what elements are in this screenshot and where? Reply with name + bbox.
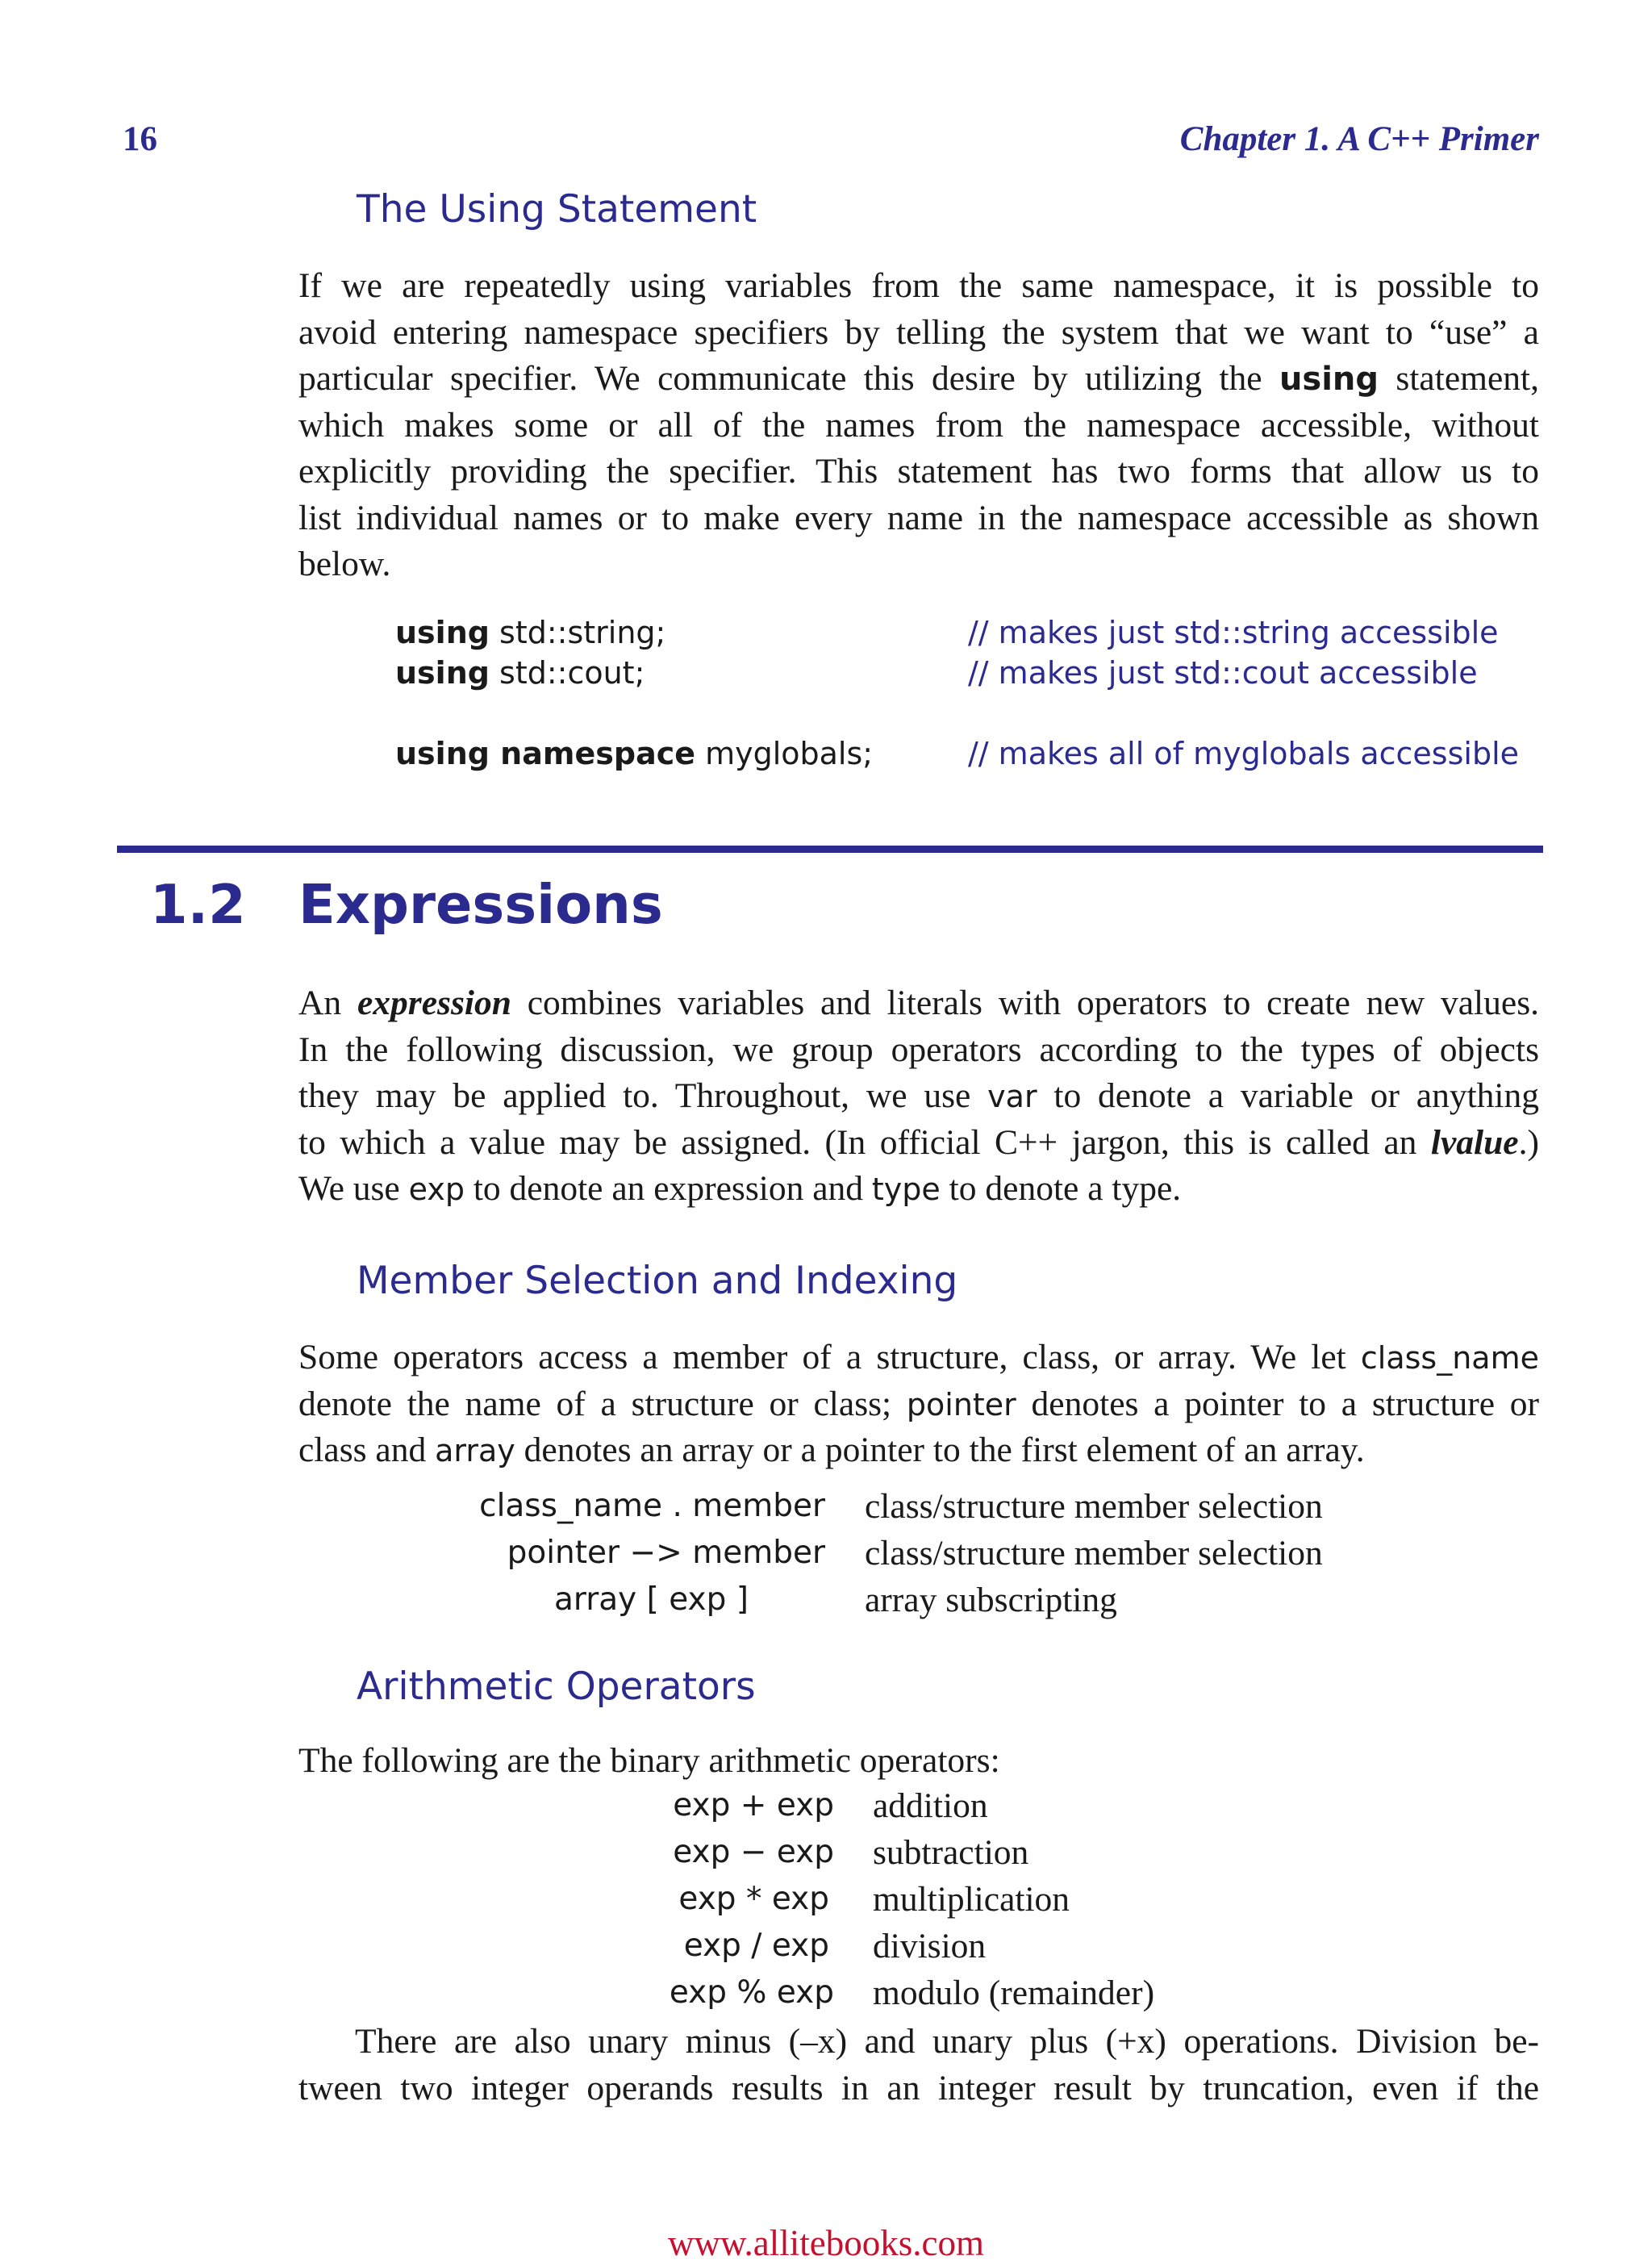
subsection-title-member: Member Selection and Indexing [357,1259,958,1303]
code-line [395,736,873,771]
text-line: avoid entering namespace specifiers by telling the system that we want to “use” a [298,312,1539,352]
expressions-paragraph [298,980,1539,1213]
section-title: Expressions [298,873,663,936]
table-expr: exp * exp [678,1881,829,1917]
table-expr: pointer −> member [507,1535,825,1571]
code-keyword: using [395,655,490,691]
table-expr: exp − exp [673,1834,834,1870]
footer-link[interactable]: www.allitebooks.com [667,2223,984,2263]
text-line: If we are repeatedly using variables from the same namespace, it is possible to [298,266,1539,305]
running-head: Chapter 1. A C++ Primer [1179,120,1539,158]
term-emphasis: lvalue [1430,1122,1519,1162]
table-expr: class_name . member [479,1488,825,1524]
text-line: tween two integer operands results in an integer result by truncation, even if the [298,2068,1539,2107]
text-line: An expression combines variables and literals with operators to create new values. [298,984,1540,1022]
text-line: they may be applied to. Throughout, we use var to denote a variable or anything [298,1076,1540,1115]
table-expr: exp / exp [683,1928,829,1964]
code-line [395,655,645,691]
member-paragraph [298,1335,1539,1474]
text-line: class and array denotes an array or a pointer to the first element of an array. [298,1431,1365,1469]
table-desc: division [873,1927,987,1965]
page-number: 16 [123,120,157,158]
code-comment: // makes all of myglobals accessible [968,736,1520,771]
text-line: particular specifier. We communicate this desire by utilizing the using statement, [298,359,1539,398]
inline-term: var [987,1079,1037,1114]
inline-term: class_name [1360,1340,1539,1376]
inline-keyword: using [1279,361,1379,398]
table-desc: modulo (remainder) [873,1974,1155,2012]
arith-paragraph [298,2019,1539,2112]
text-line: We use exp to denote an expression and type to denote a type. [298,1169,1182,1208]
code-text: std::cout; [489,655,645,691]
text-line: to which a value may be assigned. (In official C++ jargon, this is called an lvalue.) [298,1122,1539,1162]
table-expr: array [ exp ] [553,1581,749,1618]
text-line: which makes some or all of the names from the namespace accessible, without [298,405,1539,445]
section-rule [117,846,1543,853]
table-desc: array subscripting [865,1581,1117,1619]
table-desc: subtraction [873,1833,1029,1872]
text-line: explicitly providing the specifier. This statement has two forms that allow us to [298,452,1539,491]
text-line: below. [298,545,391,583]
code-text: std::string; [489,615,666,650]
section-number: 1.2 [150,873,246,936]
subsection-title-using: The Using Statement [357,187,757,232]
using-paragraph [298,263,1539,588]
inline-term: pointer [906,1386,1016,1422]
inline-term: exp [408,1172,465,1207]
inline-term: array [435,1433,515,1468]
table-desc: addition [873,1786,988,1825]
text-line: In the following discussion, we group operators according to the types of objects [298,1030,1539,1069]
table-expr: exp % exp [669,1974,834,2011]
code-comment: // makes just std::string accessible [968,615,1499,650]
code-keyword: using [395,615,490,650]
table-desc: class/structure member selection [865,1487,1323,1526]
text-line: denote the name of a structure or class; pointer denotes a pointer to a structure or [298,1384,1540,1423]
code-keyword: using namespace [395,736,696,771]
code-text: myglobals; [695,736,874,771]
code-comment: // makes just std::cout accessible [968,655,1478,691]
table-desc: class/structure member selection [865,1534,1323,1573]
code-line [395,615,665,650]
text-line: list individual names or to make every name in the namespace accessible as shown [298,498,1539,537]
table-expr: exp + exp [673,1787,834,1823]
subsection-title-arith: Arithmetic Operators [357,1665,756,1709]
text-line: There are also unary minus (–x) and unary plus (+x) operations. Division be- [355,2022,1539,2061]
table-desc: multiplication [873,1880,1070,1919]
inline-term: type [871,1172,941,1207]
term-emphasis: expression [357,984,511,1022]
text-line: Some operators access a member of a structure, class, or array. We let class_name [298,1338,1539,1376]
arith-intro: The following are the binary arithmetic operators: [298,1741,1000,1780]
